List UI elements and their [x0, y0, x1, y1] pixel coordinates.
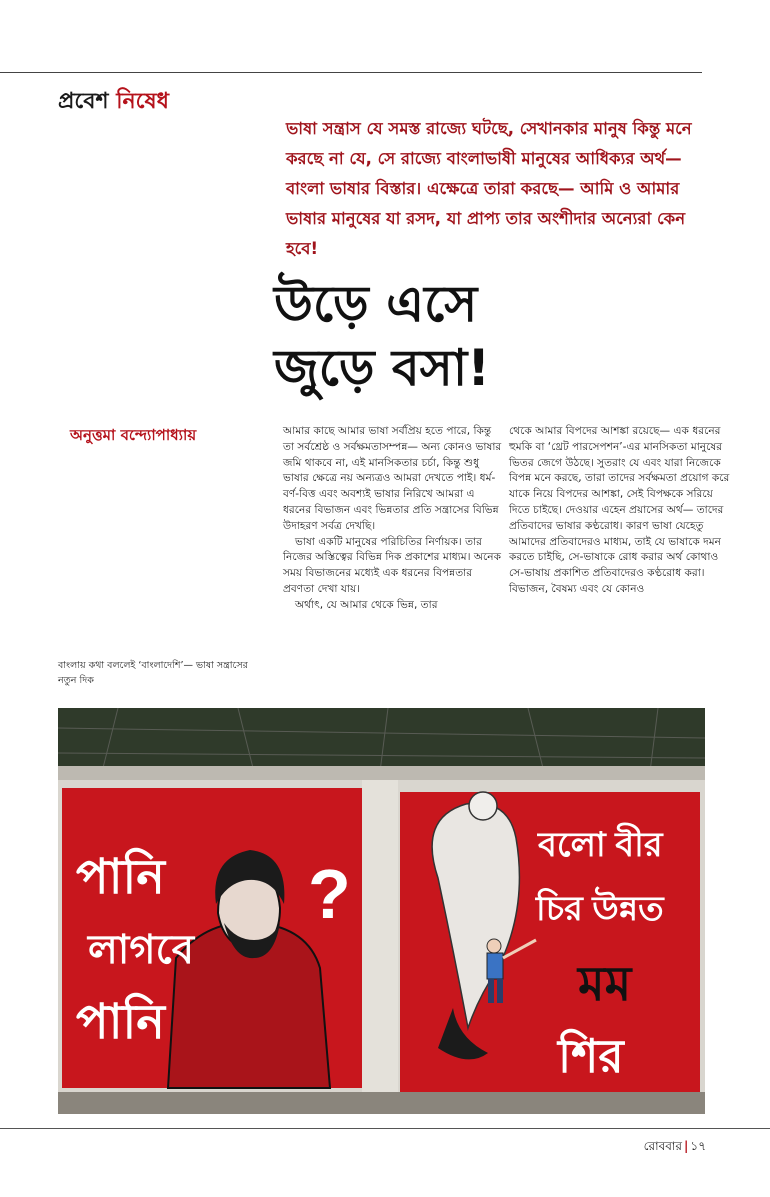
- headline-line2: জুড়ে বসা!: [274, 339, 491, 397]
- mural-right-line3: মম: [578, 958, 632, 1011]
- body-paragraph: থেকে আমার বিপদের আশঙ্কা রয়েছে— এক ধরনের হুমকি বা ‘থ্রেট পারসেপশন’-এর মানসিকতা মানুষের ভিতর জেগে উঠছে। সুতরাং যে এবং যারা নিজেকে বিপন্ন মনে করছে, তারা তাদের সর্বক্ষমতা প্রয়োগ করে যাকে নিয়ে বিপদের আশঙ্কা, সেই বিপক্ষকে সরিয়ে দিতে চাইছে। দেওয়ার এহেন প্রয়াসের অর্থ— তাদের প্রতিবাদের ভাষার কণ্ঠরোধ। কারণ ভাষা যেহেতু আমাদের প্রতিবাদেরও মাধ্যম, তাই যে ভাষাকে দমন করতে চাইছি, সে-ভাষাকে রোধ করার অর্থ কোথাও সে-ভাষায় প্রকাশিত প্রতিবাদেরও কণ্ঠরোধ করা। বিভাজন, বৈষম্য এবং যে কোনও: [509, 425, 730, 595]
- mural-question-mark: ?: [308, 855, 351, 933]
- pull-quote: ভাষা সন্ত্রাস যে সমস্ত রাজ্যে ঘটছে, সেখানকার মানুষ কিন্তু মনে করছে না যে, সে রাজ্যে বাংলাভাষী মানুষের আধিক্যর অর্থ— বাংলা ভাষার বিস্তার। এক্ষেত্রে তারা করছে— আমি ও আমার ভাষার মানুষের যা রসদ, যা প্রাপ্য তার অংশীদার অন্যেরা কেন হবে!: [286, 119, 692, 258]
- body-paragraph: অর্থাৎ, যে আমার থেকে ভিন্ন, তার: [295, 598, 438, 611]
- author-byline: অনুত্তমা বন্দ্যোপাধ্যায়: [70, 426, 197, 444]
- wall-coping: [58, 766, 705, 780]
- mural-right-line2: চির উন্নত: [536, 890, 664, 928]
- section-label-word1: প্রবেশ: [58, 89, 109, 114]
- section-label-word2: নিষেধ: [116, 89, 169, 114]
- ground: [58, 1092, 705, 1114]
- headline-line1: উড়ে এসে: [274, 275, 478, 333]
- mural-right-line4: শির: [558, 1030, 624, 1082]
- mural-illustration: [58, 708, 705, 1114]
- body-paragraph: আমার কাছে আমার ভাষা সর্বপ্রিয় হতে পারে, কিন্তু তা সর্বশ্রেষ্ঠ ও সর্বক্ষমতাসম্পন্ন— অন্য কোনও ভাষার জমি থাকবে না, এই মানসিকতার চর্চা, কিন্তু শুধু ভাষার ক্ষেত্রে নয় অন্যত্রও আমরা দেখতে পাই। ধর্ম-বর্ণ-বিত্ত এবং অবশ্যই ভাষার নিরিখে আমরা এ ধরনের বিভাজন এবং ভিন্নতার প্রতি সন্ত্রাসের বিভিন্ন উদাহরণ সর্বত্র দেখছি।: [283, 425, 502, 532]
- mural-photo: [58, 708, 705, 1114]
- top-rule: [0, 72, 702, 73]
- mural-right-line1: বলো বীর: [538, 826, 663, 864]
- mural-left-line1: পানি: [76, 851, 165, 904]
- headline: [274, 272, 704, 400]
- mural-left-line2: লাগবে: [88, 928, 194, 972]
- magazine-name: রোববার: [643, 1139, 683, 1153]
- body-column-2: [509, 424, 731, 598]
- footer-separator: |: [684, 1139, 689, 1153]
- photo-caption: বাংলায় কথা বললেই ‘বাংলাদেশি’— ভাষা সন্ত্রাসের নতুন দিক: [58, 660, 248, 686]
- page-footer: [644, 1138, 706, 1158]
- mural-left-line3: পানি: [76, 996, 165, 1049]
- section-label: [58, 84, 169, 121]
- page-number: ১৭: [690, 1139, 706, 1153]
- body-paragraph: ভাষা একটি মানুষের পরিচিতির নির্ণায়ক। তার নিজের অস্তিত্বের বিভিন্ন দিক প্রকাশের মাধ্যম। অনেক সময় বিভাজনের মধ্যেই এক ধরনের বিপন্নতার প্রবণতা দেখা যায়।: [283, 535, 502, 595]
- wall-pillar: [362, 780, 398, 1100]
- bottom-rule: [0, 1128, 770, 1129]
- body-column-1: [283, 424, 505, 614]
